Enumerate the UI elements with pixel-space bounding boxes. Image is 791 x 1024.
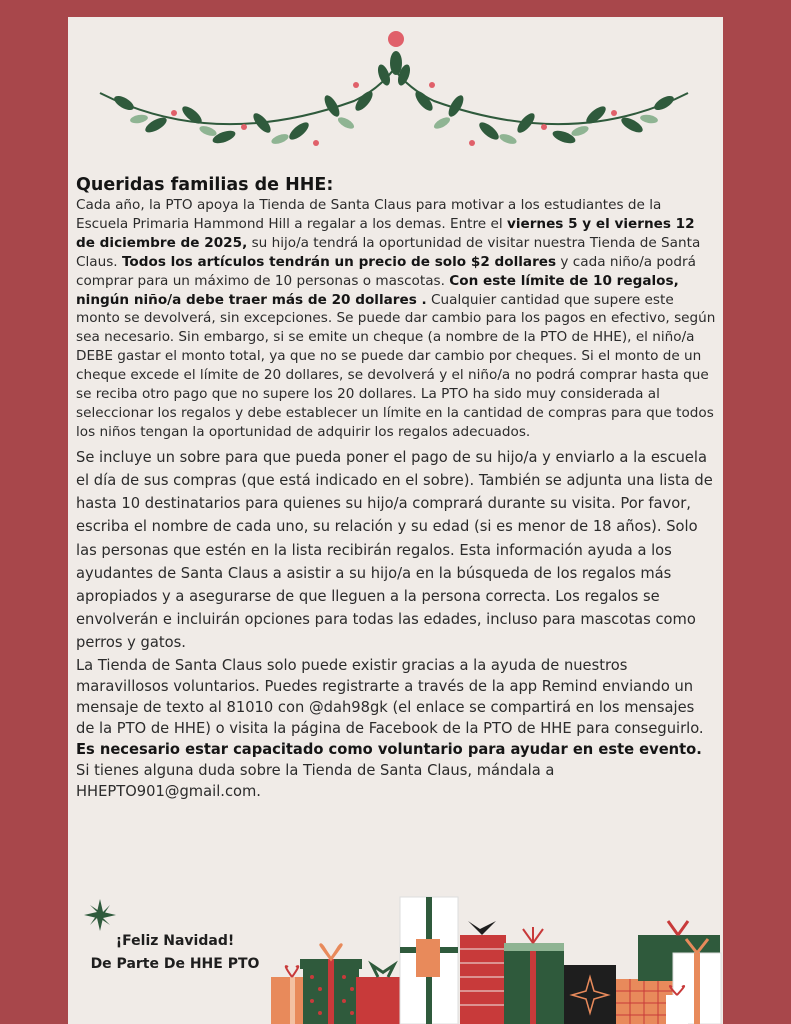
sign-line-1: ¡Feliz Navidad! xyxy=(115,933,235,949)
paragraph-3 xyxy=(76,655,716,802)
letter-heading: Queridas familias de HHE: xyxy=(76,175,334,195)
sign-line-2: De Parte De HHE PTO xyxy=(90,956,260,972)
paragraph-1 xyxy=(76,196,716,442)
text-run: y cada niño/a podrá comprar para un máximo de 10 personas o mascotas. xyxy=(76,253,696,289)
text-run: Cada año, la PTO apoya la Tienda de Santa Claus para motivar a los estudiantes de la Escuela Primaria Hammond Hill a regalar a los demas. Entre el xyxy=(76,197,662,232)
letter-paper xyxy=(68,17,723,1024)
bold-run: Con este límite de 10 regalos, ningún niño/a debe traer más de 20 dollares . xyxy=(76,272,679,308)
signature xyxy=(80,930,270,976)
text-run: Cualquier cantidad que supere este monto se devolverá, sin excepciones. Se puede dar cambio para los pagos en efectivo, según sea necesario. Sin embargo, si se emite un cheque (a nombre de la PTO de HHE), el niño/a DEBE gastar el monto total, ya que no se puede dar cambio por cheques. Si el monto de un cheque excede el límite de 20 dollares, se devolverá y el niño/a no podrá comprar hasta que se reciba otro pago que no supere los 20 dollares. La PTO ha sido muy considerada al seleccionar los regalos y debe establecer un límite en la cantidad de compras para que todos los niños tengan la oportunidad de adquirir los regalos adecuados. xyxy=(76,291,716,440)
garland-decoration xyxy=(94,31,694,161)
gift-boxes-illustration xyxy=(268,877,723,1024)
text-run: La Tienda de Santa Claus solo puede existir gracias a la ayuda de nuestros maravillosos voluntarios. Puedes registrarte a través de la app Remind enviando un mensaje de texto al 81010 con @dah98gk (el enlace se compartirá en los mensajes de la PTO de HHE) o visita la página de Facebook de la PTO de HHE para conseguirlo. xyxy=(76,656,704,737)
bold-run: Todos los artículos tendrán un precio de solo $2 dollares xyxy=(121,253,557,270)
letter-body xyxy=(76,175,716,802)
paragraph-2: Se incluye un sobre para que pueda poner el pago de su hijo/a y enviarlo a la escuela el día de sus compras (que está indicado en el sobre). También se adjunta una lista de hasta 10 destinatarios para quienes su hijo/a comprará durante su visita. Por favor, escriba el nombre de cada uno, su relación y su edad (si es menor de 18 años). Solo las personas que estén en la lista recibirán regalos. Esta información ayuda a los ayudantes de Santa Claus a asistir a su hijo/a en la búsqueda de los regalos más apropiados y a asegurarse de que lleguen a la persona correcta. Los regalos se envolverán e incluirán opciones para todas las edades, incluso para mascotas como perros y gatos. xyxy=(76,448,713,652)
bold-run: viernes 5 y el viernes 12 de diciembre de 2025, xyxy=(76,215,695,251)
bold-run: Es necesario estar capacitado como voluntario para ayudar en este evento. xyxy=(76,740,702,758)
star-icon xyxy=(82,897,118,933)
text-run: Si tienes alguna duda sobre la Tienda de Santa Claus, mándala a HHEPTO901@gmail.com. xyxy=(76,761,555,800)
text-run: su hijo/a tendrá la oportunidad de visitar nuestra Tienda de Santa Claus. xyxy=(76,234,701,270)
